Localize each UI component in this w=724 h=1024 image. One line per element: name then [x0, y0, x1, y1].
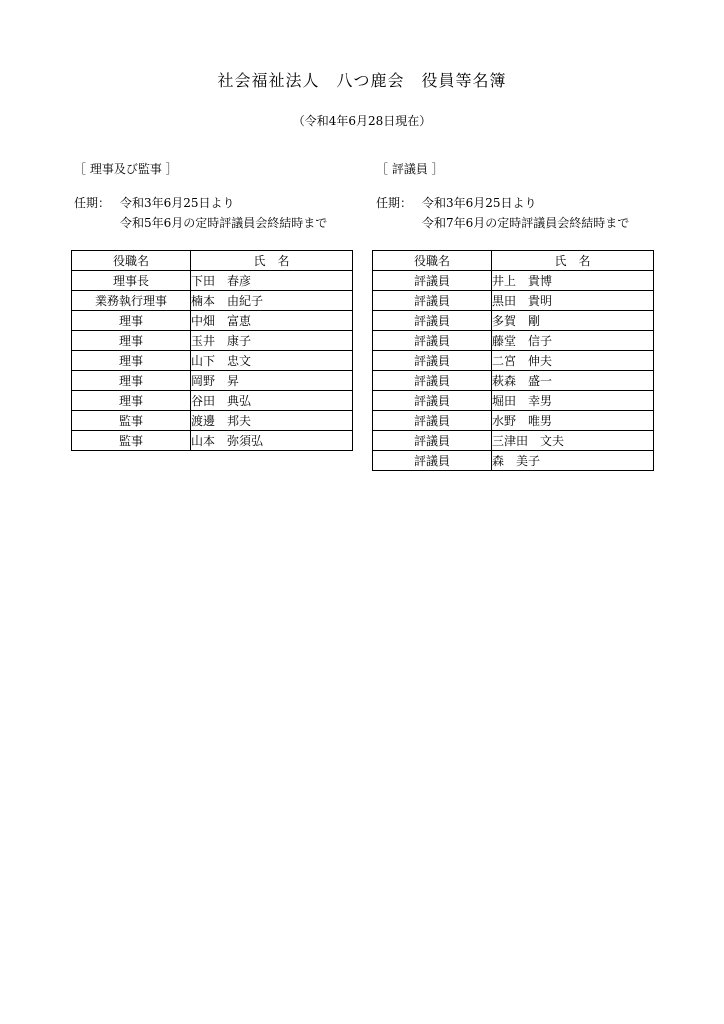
- name-cell: 堀田 幸男: [492, 391, 654, 411]
- name-cell: 多賀 剛: [492, 311, 654, 331]
- name-cell: 二宮 伸夫: [492, 351, 654, 371]
- name-cell: 玉井 康子: [191, 331, 353, 351]
- name-cell: 岡野 昇: [191, 371, 353, 391]
- name-cell: 下田 春彦: [191, 271, 353, 291]
- table-row: [72, 431, 353, 451]
- table-row: [373, 311, 654, 331]
- councilors-section: [376, 160, 676, 230]
- name-cell: 山本 弥須弘: [191, 431, 353, 451]
- table-row: [72, 351, 353, 371]
- position-cell: 理事: [72, 311, 191, 331]
- name-cell: 水野 唯男: [492, 411, 654, 431]
- directors-term-start-line: [74, 194, 235, 211]
- table-row: [373, 291, 654, 311]
- name-cell: 楠本 由紀子: [191, 291, 353, 311]
- councilors-term-label: 任期：: [376, 196, 413, 210]
- name-cell: 森 美子: [492, 451, 654, 471]
- name-cell: 谷田 典弘: [191, 391, 353, 411]
- name-cell: 三津田 文夫: [492, 431, 654, 451]
- name-cell: 山下 忠文: [191, 351, 353, 371]
- table-header-row: [72, 251, 353, 271]
- directors-section: [74, 160, 364, 230]
- councilors-table: [372, 250, 654, 471]
- position-cell: 理事: [72, 371, 191, 391]
- column-header-position: 役職名: [373, 251, 492, 271]
- position-cell: 理事: [72, 391, 191, 411]
- position-cell: 評議員: [373, 411, 492, 431]
- table-row: [373, 411, 654, 431]
- name-cell: 萩森 盛一: [492, 371, 654, 391]
- table-row: [373, 331, 654, 351]
- column-header-name: 氏 名: [191, 251, 353, 271]
- position-cell: 評議員: [373, 431, 492, 451]
- position-cell: 評議員: [373, 451, 492, 471]
- position-cell: 評議員: [373, 371, 492, 391]
- councilors-heading: ［ 評議員 ］: [376, 162, 444, 176]
- table-row: [373, 431, 654, 451]
- position-cell: 監事: [72, 431, 191, 451]
- name-cell: 渡邊 邦夫: [191, 411, 353, 431]
- table-row: [72, 391, 353, 411]
- table-row: [72, 311, 353, 331]
- table-row: [72, 371, 353, 391]
- position-cell: 業務執行理事: [72, 291, 191, 311]
- name-cell: 中畑 富恵: [191, 311, 353, 331]
- table-row: [72, 411, 353, 431]
- as-of-date: （令和4年6月28日現在）: [292, 114, 432, 128]
- name-cell: 井上 貴博: [492, 271, 654, 291]
- councilors-term-end: 令和7年6月の定時評議員会終結時まで: [422, 216, 630, 230]
- directors-heading: ［ 理事及び監事 ］: [74, 162, 178, 176]
- name-cell: 藤堂 信子: [492, 331, 654, 351]
- directors-term-end: 令和5年6月の定時評議員会終結時まで: [120, 216, 328, 230]
- table-row: [72, 271, 353, 291]
- position-cell: 理事: [72, 331, 191, 351]
- page-title: 社会福祉法人 八つ鹿会 役員等名簿: [217, 71, 507, 90]
- position-cell: 評議員: [373, 311, 492, 331]
- directors-term-label: 任期：: [74, 196, 111, 210]
- table-row: [373, 451, 654, 471]
- directors-table: [71, 250, 353, 451]
- position-cell: 評議員: [373, 291, 492, 311]
- table-row: [373, 391, 654, 411]
- position-cell: 評議員: [373, 271, 492, 291]
- table-row: [373, 351, 654, 371]
- table-row: [373, 371, 654, 391]
- councilors-term-start: 令和3年6月25日より: [422, 196, 537, 210]
- column-header-position: 役職名: [72, 251, 191, 271]
- position-cell: 評議員: [373, 331, 492, 351]
- position-cell: 理事長: [72, 271, 191, 291]
- column-header-name: 氏 名: [492, 251, 654, 271]
- table-header-row: [373, 251, 654, 271]
- position-cell: 監事: [72, 411, 191, 431]
- councilors-term-start-line: [376, 194, 537, 211]
- position-cell: 評議員: [373, 391, 492, 411]
- name-cell: 黒田 貴明: [492, 291, 654, 311]
- table-row: [72, 291, 353, 311]
- position-cell: 理事: [72, 351, 191, 371]
- table-row: [373, 271, 654, 291]
- position-cell: 評議員: [373, 351, 492, 371]
- table-row: [72, 331, 353, 351]
- directors-term-start: 令和3年6月25日より: [120, 196, 235, 210]
